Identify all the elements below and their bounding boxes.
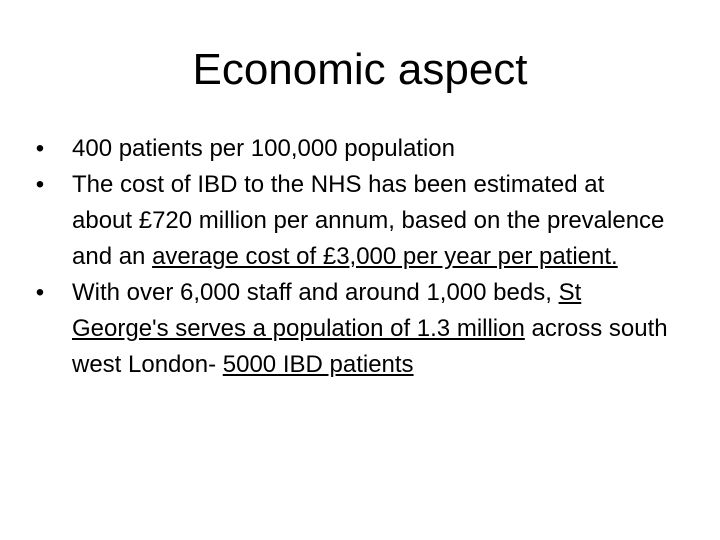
bullet-icon: • bbox=[35, 171, 45, 198]
underlined-text-ibd-patients: 5000 IBD patients bbox=[222, 351, 414, 378]
bullet-text: 400 patients per 100,000 population bbox=[72, 135, 455, 162]
bullet-text: The cost of IBD to the NHS has been estimated at about £720 million per annum, based on the prevalence and an bbox=[72, 171, 665, 270]
underlined-text-average-cost: average cost of £3,000 per year per patient. bbox=[152, 243, 618, 270]
bullet-item-st-georges bbox=[30, 275, 670, 383]
bullet-text: With over 6,000 staff and around 1,000 beds, bbox=[72, 279, 559, 306]
bullet-icon: • bbox=[35, 135, 45, 162]
bullet-list bbox=[30, 131, 670, 383]
bullet-item-patients-per-population bbox=[30, 131, 670, 167]
bullet-text: across south west London- bbox=[72, 315, 668, 378]
slide-title: Economic aspect bbox=[192, 45, 528, 94]
underlined-text-st-georges: St George's serves a population of 1.3 million bbox=[72, 279, 582, 342]
bullet-item-ibd-cost bbox=[30, 167, 670, 275]
bullet-icon: • bbox=[35, 279, 45, 306]
